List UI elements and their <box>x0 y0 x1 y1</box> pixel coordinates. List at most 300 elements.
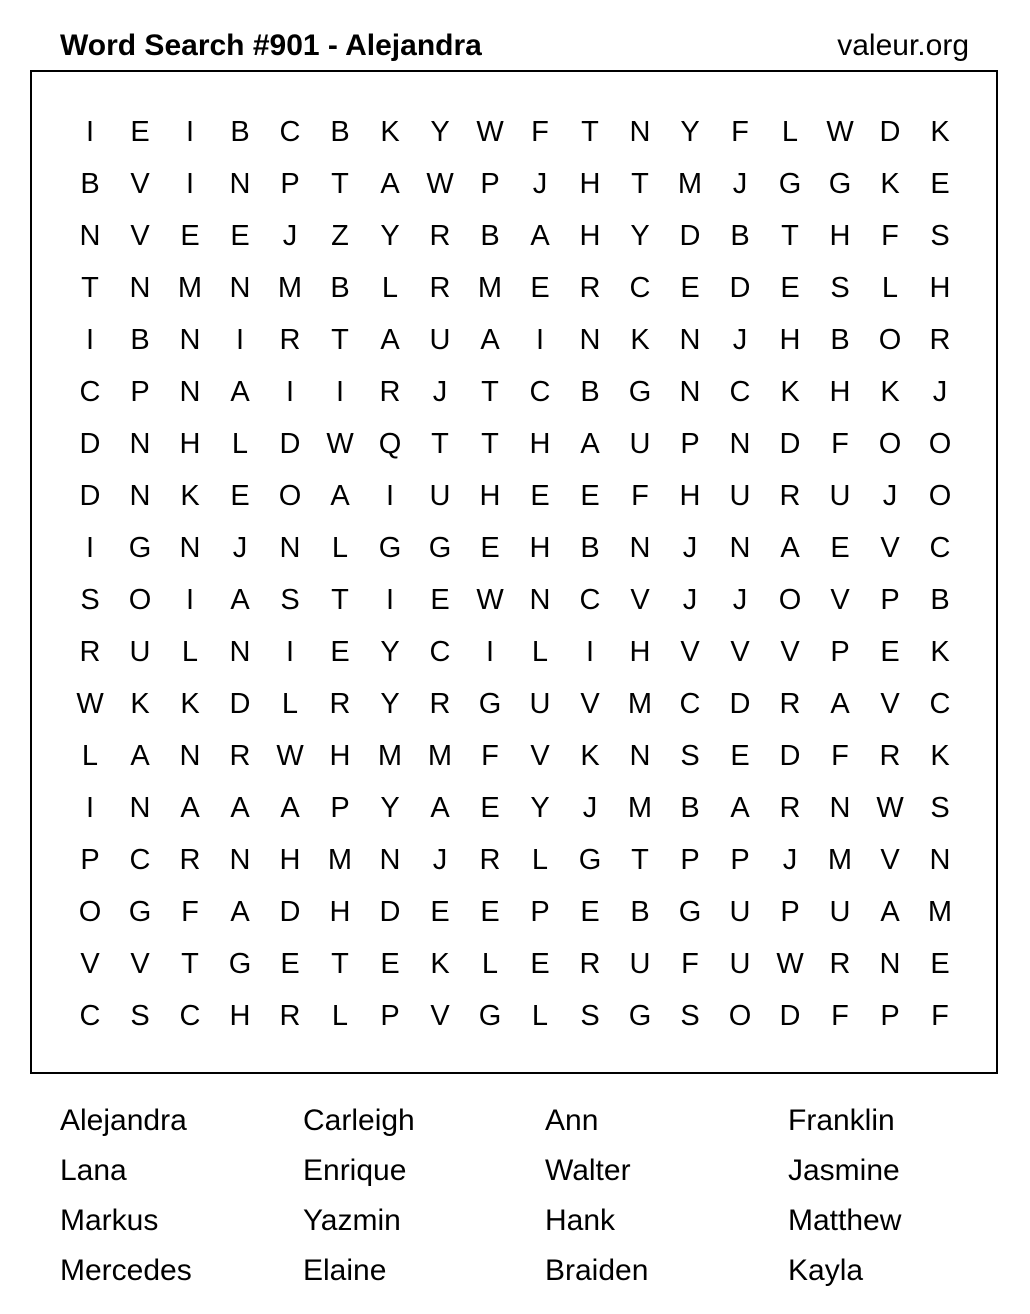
grid-letter[interactable]: E <box>230 480 250 512</box>
grid-letter[interactable]: H <box>529 532 551 564</box>
grid-letter[interactable]: T <box>331 324 349 356</box>
grid-letter[interactable]: G <box>378 532 402 564</box>
grid-letter[interactable]: K <box>180 480 200 512</box>
grid-letter[interactable]: T <box>331 168 349 200</box>
grid-letter[interactable]: W <box>476 116 504 148</box>
grid-letter[interactable]: N <box>229 844 251 876</box>
grid-letter[interactable]: I <box>85 324 95 356</box>
grid-letter[interactable]: J <box>732 168 748 200</box>
grid-letter[interactable]: N <box>629 116 651 148</box>
grid-letter[interactable]: D <box>679 220 701 252</box>
grid-letter[interactable]: N <box>529 584 551 616</box>
grid-letter[interactable]: L <box>81 740 99 772</box>
grid-letter[interactable]: B <box>330 116 350 148</box>
grid-letter[interactable]: P <box>380 1000 400 1032</box>
grid-letter[interactable]: T <box>81 272 99 304</box>
grid-letter[interactable]: M <box>377 740 403 772</box>
grid-letter[interactable]: C <box>129 844 151 876</box>
grid-letter[interactable]: D <box>729 688 751 720</box>
grid-letter[interactable]: P <box>880 1000 900 1032</box>
grid-letter[interactable]: T <box>631 844 649 876</box>
grid-letter[interactable]: V <box>780 636 800 668</box>
grid-letter[interactable]: M <box>277 272 303 304</box>
grid-letter[interactable]: G <box>128 896 152 928</box>
grid-letter[interactable]: Y <box>630 220 650 252</box>
grid-letter[interactable]: Y <box>380 636 400 668</box>
grid-letter[interactable]: F <box>531 116 549 148</box>
grid-letter[interactable]: F <box>831 1000 849 1032</box>
grid-letter[interactable]: R <box>79 636 101 668</box>
grid-letter[interactable]: G <box>628 376 652 408</box>
grid-letter[interactable]: H <box>479 480 501 512</box>
grid-letter[interactable]: S <box>830 272 850 304</box>
grid-letter[interactable]: S <box>680 1000 700 1032</box>
grid-letter[interactable]: R <box>429 272 451 304</box>
grid-letter[interactable]: V <box>530 740 550 772</box>
grid-letter[interactable]: U <box>629 428 651 460</box>
grid-letter[interactable]: E <box>580 480 600 512</box>
grid-letter[interactable]: W <box>476 584 504 616</box>
grid-letter[interactable]: N <box>829 792 851 824</box>
grid-letter[interactable]: C <box>529 376 551 408</box>
grid-letter[interactable]: H <box>829 376 851 408</box>
grid-letter[interactable]: F <box>631 480 649 512</box>
grid-letter[interactable]: K <box>930 116 950 148</box>
grid-letter[interactable]: E <box>480 792 500 824</box>
grid-letter[interactable]: M <box>677 168 703 200</box>
grid-letter[interactable]: Y <box>430 116 450 148</box>
grid-letter[interactable]: K <box>580 740 600 772</box>
grid-letter[interactable]: C <box>429 636 451 668</box>
grid-letter[interactable]: N <box>579 324 601 356</box>
grid-letter[interactable]: L <box>481 948 499 980</box>
grid-letter[interactable]: E <box>380 948 400 980</box>
grid-letter[interactable]: L <box>531 1000 549 1032</box>
grid-letter[interactable]: R <box>779 480 801 512</box>
grid-letter[interactable]: A <box>380 324 400 356</box>
grid-letter[interactable]: Y <box>530 792 550 824</box>
grid-letter[interactable]: K <box>630 324 650 356</box>
grid-letter[interactable]: S <box>280 584 300 616</box>
grid-letter[interactable]: W <box>276 740 304 772</box>
grid-letter[interactable]: W <box>776 948 804 980</box>
grid-letter[interactable]: E <box>680 272 700 304</box>
grid-letter[interactable]: M <box>827 844 853 876</box>
grid-letter[interactable]: G <box>828 168 852 200</box>
grid-letter[interactable]: H <box>529 428 551 460</box>
grid-letter[interactable]: N <box>379 844 401 876</box>
grid-letter[interactable]: K <box>180 688 200 720</box>
grid-letter[interactable]: T <box>431 428 449 460</box>
grid-letter[interactable]: U <box>629 948 651 980</box>
grid-letter[interactable]: D <box>279 428 301 460</box>
grid-letter[interactable]: E <box>830 532 850 564</box>
grid-letter[interactable]: V <box>880 532 900 564</box>
grid-letter[interactable]: E <box>480 896 500 928</box>
grid-letter[interactable]: C <box>79 1000 101 1032</box>
grid-letter[interactable]: I <box>535 324 545 356</box>
grid-letter[interactable]: B <box>130 324 150 356</box>
grid-letter[interactable]: G <box>678 896 702 928</box>
grid-letter[interactable]: U <box>729 480 751 512</box>
grid-letter[interactable]: E <box>430 896 450 928</box>
grid-letter[interactable]: P <box>280 168 300 200</box>
grid-letter[interactable]: V <box>130 948 150 980</box>
grid-letter[interactable]: B <box>730 220 750 252</box>
grid-letter[interactable]: O <box>128 584 152 616</box>
grid-letter[interactable]: E <box>280 948 300 980</box>
grid-letter[interactable]: P <box>530 896 550 928</box>
grid-letter[interactable]: B <box>330 272 350 304</box>
grid-letter[interactable]: F <box>681 948 699 980</box>
grid-letter[interactable]: P <box>680 844 700 876</box>
grid-letter[interactable]: V <box>880 688 900 720</box>
grid-letter[interactable]: G <box>428 532 452 564</box>
grid-letter[interactable]: I <box>185 168 195 200</box>
grid-letter[interactable]: L <box>881 272 899 304</box>
grid-letter[interactable]: A <box>130 740 150 772</box>
grid-letter[interactable]: V <box>430 1000 450 1032</box>
grid-letter[interactable]: P <box>130 376 150 408</box>
grid-letter[interactable]: N <box>129 792 151 824</box>
grid-letter[interactable]: A <box>480 324 500 356</box>
grid-letter[interactable]: S <box>680 740 700 772</box>
grid-letter[interactable]: N <box>79 220 101 252</box>
grid-letter[interactable]: E <box>130 116 150 148</box>
grid-letter[interactable]: T <box>331 584 349 616</box>
grid-letter[interactable]: P <box>80 844 100 876</box>
grid-letter[interactable]: F <box>831 428 849 460</box>
grid-letter[interactable]: V <box>630 584 650 616</box>
grid-letter[interactable]: I <box>185 116 195 148</box>
grid-letter[interactable]: N <box>129 272 151 304</box>
grid-letter[interactable]: L <box>381 272 399 304</box>
grid-letter[interactable]: P <box>730 844 750 876</box>
grid-letter[interactable]: H <box>229 1000 251 1032</box>
grid-letter[interactable]: N <box>629 740 651 772</box>
grid-letter[interactable]: M <box>177 272 203 304</box>
grid-letter[interactable]: V <box>130 168 150 200</box>
grid-letter[interactable]: A <box>330 480 350 512</box>
grid-letter[interactable]: T <box>581 116 599 148</box>
grid-letter[interactable]: V <box>880 844 900 876</box>
grid-letter[interactable]: Z <box>331 220 349 252</box>
grid-letter[interactable]: H <box>629 636 651 668</box>
grid-letter[interactable]: A <box>580 428 600 460</box>
grid-letter[interactable]: M <box>627 792 653 824</box>
grid-letter[interactable]: C <box>79 376 101 408</box>
grid-letter[interactable]: D <box>379 896 401 928</box>
grid-letter[interactable]: P <box>830 636 850 668</box>
grid-letter[interactable]: J <box>232 532 248 564</box>
grid-letter[interactable]: B <box>680 792 700 824</box>
grid-letter[interactable]: B <box>580 532 600 564</box>
grid-letter[interactable]: N <box>729 428 751 460</box>
grid-letter[interactable]: C <box>579 584 601 616</box>
grid-letter[interactable]: L <box>531 844 549 876</box>
grid-letter[interactable]: M <box>627 688 653 720</box>
grid-letter[interactable]: D <box>729 272 751 304</box>
grid-letter[interactable]: A <box>880 896 900 928</box>
grid-letter[interactable]: L <box>231 428 249 460</box>
grid-letter[interactable]: K <box>780 376 800 408</box>
grid-letter[interactable]: P <box>680 428 700 460</box>
grid-letter[interactable]: U <box>129 636 151 668</box>
grid-letter[interactable]: E <box>530 272 550 304</box>
grid-letter[interactable]: P <box>780 896 800 928</box>
grid-letter[interactable]: A <box>530 220 550 252</box>
grid-letter[interactable]: E <box>730 740 750 772</box>
grid-letter[interactable]: N <box>179 376 201 408</box>
grid-letter[interactable]: F <box>881 220 899 252</box>
grid-letter[interactable]: H <box>329 896 351 928</box>
grid-letter[interactable]: I <box>85 532 95 564</box>
grid-letter[interactable]: R <box>779 688 801 720</box>
grid-letter[interactable]: N <box>129 480 151 512</box>
grid-letter[interactable]: O <box>878 324 902 356</box>
grid-letter[interactable]: W <box>326 428 354 460</box>
grid-letter[interactable]: N <box>279 532 301 564</box>
grid-letter[interactable]: C <box>679 688 701 720</box>
grid-letter[interactable]: D <box>779 740 801 772</box>
grid-letter[interactable]: W <box>826 116 854 148</box>
grid-letter[interactable]: P <box>880 584 900 616</box>
grid-letter[interactable]: T <box>481 428 499 460</box>
grid-letter[interactable]: N <box>229 272 251 304</box>
grid-letter[interactable]: R <box>279 1000 301 1032</box>
grid-letter[interactable]: E <box>930 948 950 980</box>
grid-letter[interactable]: R <box>929 324 951 356</box>
grid-letter[interactable]: A <box>230 896 250 928</box>
grid-letter[interactable]: H <box>179 428 201 460</box>
grid-letter[interactable]: B <box>480 220 500 252</box>
grid-letter[interactable]: U <box>529 688 551 720</box>
grid-letter[interactable]: K <box>930 636 950 668</box>
grid-letter[interactable]: B <box>630 896 650 928</box>
grid-letter[interactable]: W <box>76 688 104 720</box>
grid-letter[interactable]: I <box>85 792 95 824</box>
grid-letter[interactable]: R <box>279 324 301 356</box>
grid-letter[interactable]: L <box>331 532 349 564</box>
grid-letter[interactable]: E <box>530 948 550 980</box>
grid-letter[interactable]: O <box>878 428 902 460</box>
grid-letter[interactable]: K <box>930 740 950 772</box>
grid-letter[interactable]: H <box>279 844 301 876</box>
grid-letter[interactable]: I <box>335 376 345 408</box>
grid-letter[interactable]: J <box>682 532 698 564</box>
grid-letter[interactable]: G <box>228 948 252 980</box>
grid-letter[interactable]: L <box>281 688 299 720</box>
grid-letter[interactable]: T <box>181 948 199 980</box>
grid-letter[interactable]: H <box>779 324 801 356</box>
grid-letter[interactable]: B <box>80 168 100 200</box>
grid-letter[interactable]: B <box>930 584 950 616</box>
grid-letter[interactable]: R <box>429 220 451 252</box>
grid-letter[interactable]: B <box>230 116 250 148</box>
grid-letter[interactable]: J <box>432 376 448 408</box>
grid-letter[interactable]: K <box>130 688 150 720</box>
grid-letter[interactable]: N <box>629 532 651 564</box>
grid-letter[interactable]: A <box>380 168 400 200</box>
grid-letter[interactable]: A <box>230 584 250 616</box>
grid-letter[interactable]: O <box>928 480 952 512</box>
grid-letter[interactable]: J <box>282 220 298 252</box>
grid-letter[interactable]: D <box>779 1000 801 1032</box>
grid-letter[interactable]: H <box>829 220 851 252</box>
grid-letter[interactable]: R <box>479 844 501 876</box>
grid-letter[interactable]: N <box>879 948 901 980</box>
grid-letter[interactable]: R <box>379 376 401 408</box>
grid-letter[interactable]: R <box>879 740 901 772</box>
grid-letter[interactable]: H <box>929 272 951 304</box>
grid-letter[interactable]: D <box>229 688 251 720</box>
grid-letter[interactable]: U <box>829 896 851 928</box>
grid-letter[interactable]: M <box>927 896 953 928</box>
grid-letter[interactable]: J <box>582 792 598 824</box>
grid-letter[interactable]: C <box>279 116 301 148</box>
grid-letter[interactable]: J <box>882 480 898 512</box>
grid-letter[interactable]: S <box>930 220 950 252</box>
grid-letter[interactable]: Q <box>378 428 402 460</box>
grid-letter[interactable]: G <box>628 1000 652 1032</box>
grid-letter[interactable]: S <box>130 1000 150 1032</box>
grid-letter[interactable]: F <box>181 896 199 928</box>
grid-letter[interactable]: I <box>285 376 295 408</box>
grid-letter[interactable]: V <box>680 636 700 668</box>
grid-letter[interactable]: N <box>129 428 151 460</box>
grid-letter[interactable]: G <box>128 532 152 564</box>
grid-letter[interactable]: J <box>932 376 948 408</box>
grid-letter[interactable]: J <box>532 168 548 200</box>
grid-letter[interactable]: U <box>429 480 451 512</box>
grid-letter[interactable]: N <box>929 844 951 876</box>
grid-letter[interactable]: N <box>229 168 251 200</box>
grid-letter[interactable]: A <box>730 792 750 824</box>
grid-letter[interactable]: B <box>830 324 850 356</box>
grid-letter[interactable]: K <box>880 168 900 200</box>
grid-letter[interactable]: C <box>929 532 951 564</box>
grid-letter[interactable]: S <box>930 792 950 824</box>
grid-letter[interactable]: I <box>235 324 245 356</box>
grid-letter[interactable]: V <box>730 636 750 668</box>
grid-letter[interactable]: O <box>778 584 802 616</box>
grid-letter[interactable]: N <box>729 532 751 564</box>
grid-letter[interactable]: E <box>480 532 500 564</box>
grid-letter[interactable]: V <box>580 688 600 720</box>
grid-letter[interactable]: L <box>531 636 549 668</box>
grid-letter[interactable]: F <box>831 740 849 772</box>
grid-letter[interactable]: N <box>179 324 201 356</box>
grid-letter[interactable]: Y <box>380 688 400 720</box>
grid-letter[interactable]: R <box>829 948 851 980</box>
grid-letter[interactable]: K <box>880 376 900 408</box>
grid-letter[interactable]: H <box>579 168 601 200</box>
grid-letter[interactable]: R <box>779 792 801 824</box>
grid-letter[interactable]: A <box>230 792 250 824</box>
grid-letter[interactable]: S <box>80 584 100 616</box>
grid-letter[interactable]: J <box>732 584 748 616</box>
grid-letter[interactable]: F <box>931 1000 949 1032</box>
grid-letter[interactable]: Y <box>680 116 700 148</box>
grid-letter[interactable]: I <box>185 584 195 616</box>
grid-letter[interactable]: T <box>781 220 799 252</box>
grid-letter[interactable]: E <box>780 272 800 304</box>
grid-letter[interactable]: I <box>385 584 395 616</box>
grid-letter[interactable]: O <box>278 480 302 512</box>
grid-letter[interactable]: U <box>729 948 751 980</box>
grid-letter[interactable]: E <box>330 636 350 668</box>
grid-letter[interactable]: L <box>331 1000 349 1032</box>
grid-letter[interactable]: M <box>477 272 503 304</box>
grid-letter[interactable]: A <box>430 792 450 824</box>
grid-letter[interactable]: K <box>380 116 400 148</box>
grid-letter[interactable]: E <box>230 220 250 252</box>
grid-letter[interactable]: C <box>629 272 651 304</box>
grid-letter[interactable]: R <box>179 844 201 876</box>
grid-letter[interactable]: I <box>485 636 495 668</box>
grid-letter[interactable]: L <box>781 116 799 148</box>
grid-letter[interactable]: D <box>779 428 801 460</box>
grid-letter[interactable]: V <box>830 584 850 616</box>
grid-letter[interactable]: I <box>285 636 295 668</box>
grid-letter[interactable]: E <box>880 636 900 668</box>
grid-letter[interactable]: C <box>929 688 951 720</box>
grid-letter[interactable]: A <box>280 792 300 824</box>
grid-letter[interactable]: H <box>679 480 701 512</box>
grid-letter[interactable]: T <box>631 168 649 200</box>
grid-letter[interactable]: G <box>478 1000 502 1032</box>
grid-letter[interactable]: T <box>331 948 349 980</box>
grid-letter[interactable]: K <box>430 948 450 980</box>
grid-letter[interactable]: A <box>780 532 800 564</box>
grid-letter[interactable]: I <box>385 480 395 512</box>
grid-letter[interactable]: L <box>181 636 199 668</box>
grid-letter[interactable]: S <box>580 1000 600 1032</box>
grid-letter[interactable]: H <box>329 740 351 772</box>
grid-letter[interactable]: Y <box>380 792 400 824</box>
grid-letter[interactable]: A <box>230 376 250 408</box>
grid-letter[interactable]: Y <box>380 220 400 252</box>
grid-letter[interactable]: N <box>679 376 701 408</box>
grid-letter[interactable]: W <box>426 168 454 200</box>
grid-letter[interactable]: T <box>481 376 499 408</box>
grid-letter[interactable]: N <box>179 532 201 564</box>
grid-letter[interactable]: E <box>430 584 450 616</box>
grid-letter[interactable]: D <box>879 116 901 148</box>
grid-letter[interactable]: D <box>79 428 101 460</box>
grid-letter[interactable]: U <box>829 480 851 512</box>
grid-letter[interactable]: H <box>579 220 601 252</box>
grid-letter[interactable]: N <box>179 740 201 772</box>
grid-letter[interactable]: V <box>80 948 100 980</box>
grid-letter[interactable]: R <box>329 688 351 720</box>
grid-letter[interactable]: N <box>229 636 251 668</box>
grid-letter[interactable]: V <box>130 220 150 252</box>
grid-letter[interactable]: E <box>180 220 200 252</box>
grid-letter[interactable]: A <box>180 792 200 824</box>
grid-letter[interactable]: C <box>729 376 751 408</box>
grid-letter[interactable]: G <box>578 844 602 876</box>
grid-letter[interactable]: C <box>179 1000 201 1032</box>
grid-letter[interactable]: E <box>930 168 950 200</box>
grid-letter[interactable]: G <box>778 168 802 200</box>
grid-letter[interactable]: I <box>585 636 595 668</box>
grid-letter[interactable]: J <box>682 584 698 616</box>
grid-letter[interactable]: O <box>78 896 102 928</box>
grid-letter[interactable]: B <box>580 376 600 408</box>
grid-letter[interactable]: A <box>830 688 850 720</box>
grid-letter[interactable]: J <box>732 324 748 356</box>
